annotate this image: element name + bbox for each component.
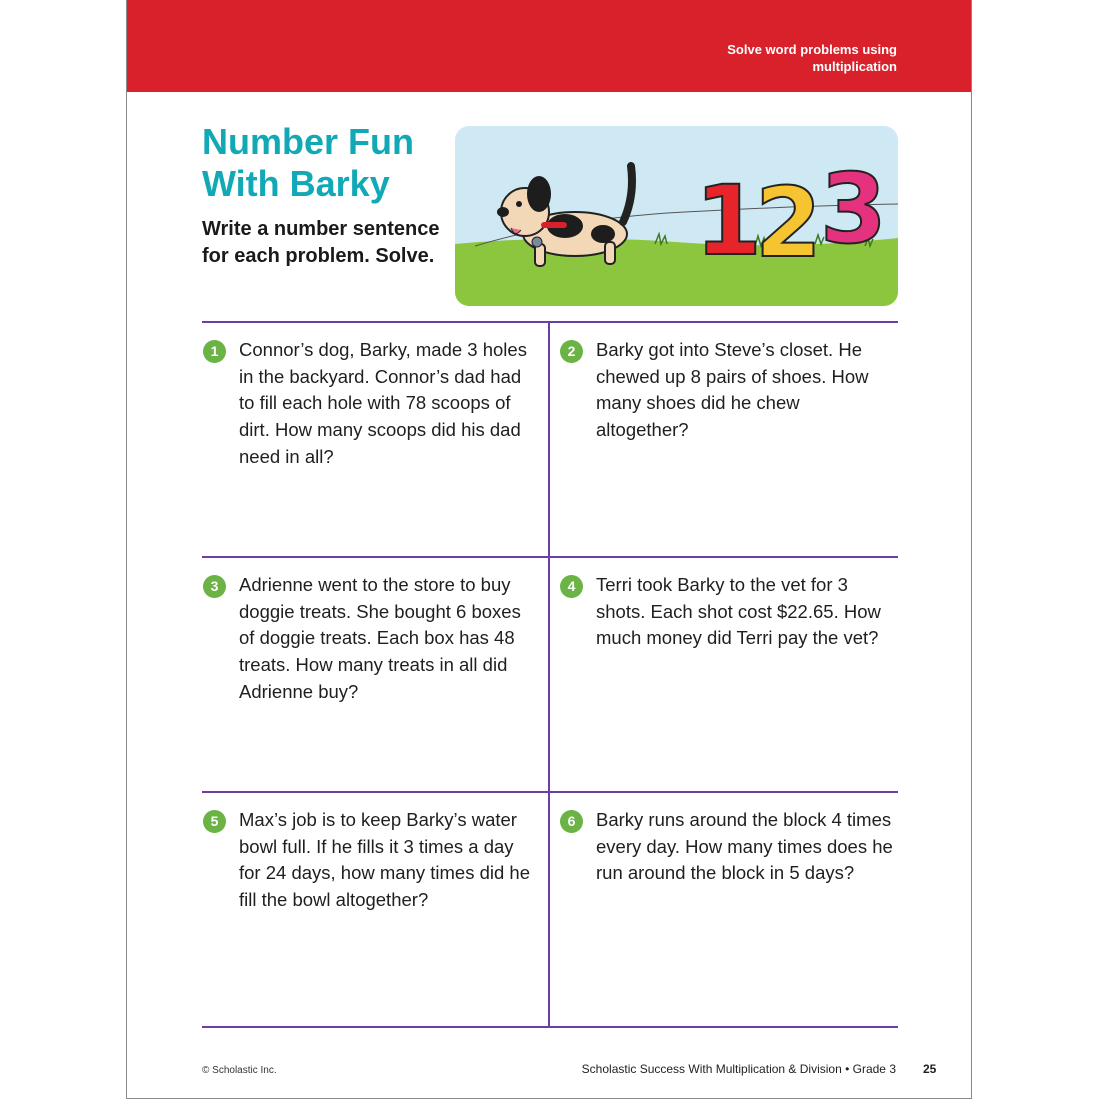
page-title-line1: Number Fun [202, 121, 414, 162]
dog-collar [541, 222, 567, 228]
problem-text: Barky runs around the block 4 times every day. How many times does he run around the block in 5 days? [596, 809, 893, 884]
page-number: 25 [923, 1062, 937, 1076]
digit-three: 3 [820, 153, 887, 265]
problem-number-badge: 2 [560, 340, 583, 363]
grid-divider [548, 321, 550, 1028]
page-title [202, 121, 462, 205]
skill-label-line2: multiplication [812, 59, 897, 74]
problem-number-badge: 1 [203, 340, 226, 363]
grid-rule [202, 1026, 898, 1028]
dog-eye [516, 201, 522, 207]
problem-text: Connor’s dog, Barky, made 3 holes in the backyard. Connor’s dad had to fill each hole with 78 scoops of dirt. How many scoops did his dad need in all? [239, 339, 527, 467]
problem-grid [202, 321, 898, 1028]
page-title-line2: With Barky [202, 163, 390, 204]
header-banner [127, 0, 971, 92]
instructions-line2: for each problem. Solve. [202, 245, 435, 267]
grid-rule [202, 321, 898, 323]
grid-rule [202, 791, 898, 793]
problem-number-badge: 6 [560, 810, 583, 833]
book-title [582, 1062, 896, 1076]
dog-nose [497, 207, 509, 217]
problem-number-badge: 5 [203, 810, 226, 833]
grid-rule [202, 556, 898, 558]
barky-illustration [455, 126, 898, 306]
dog-leg [605, 242, 615, 264]
skill-label-line1: Solve word problems using [727, 42, 897, 57]
skill-label [637, 41, 897, 75]
problem-text: Adrienne went to the store to buy doggie treats. She bought 6 boxes of doggie treats. Each box has 48 treats. How many treats in all did Adrienne buy? [239, 574, 521, 702]
problem-text: Barky got into Steve’s closet. He chewed up 8 pairs of shoes. How many shoes did he chew altogether? [596, 339, 869, 441]
instructions [202, 216, 462, 270]
problem-number-badge: 4 [560, 575, 583, 598]
worksheet-page [126, 0, 972, 1099]
problem-text: Terri took Barky to the vet for 3 shots. Each shot cost $22.65. How much money did Terri pay the vet? [596, 574, 881, 649]
instructions-line1: Write a number sentence [202, 218, 440, 240]
dog-spot [591, 225, 615, 243]
digit-one: 1 [695, 165, 762, 277]
dog-ear [527, 176, 551, 212]
dog-tag [532, 237, 542, 247]
problem-number-badge: 3 [203, 575, 226, 598]
copyright: © Scholastic Inc. [202, 1065, 277, 1076]
problem-text: Max’s job is to keep Barky’s water bowl full. If he fills it 3 times a day for 24 days, how many times did he fill the bowl altogether? [239, 809, 531, 911]
digit-two: 2 [755, 167, 822, 279]
book-title-text: Scholastic Success With Multiplication & Division • Grade 3 [581, 1062, 896, 1076]
